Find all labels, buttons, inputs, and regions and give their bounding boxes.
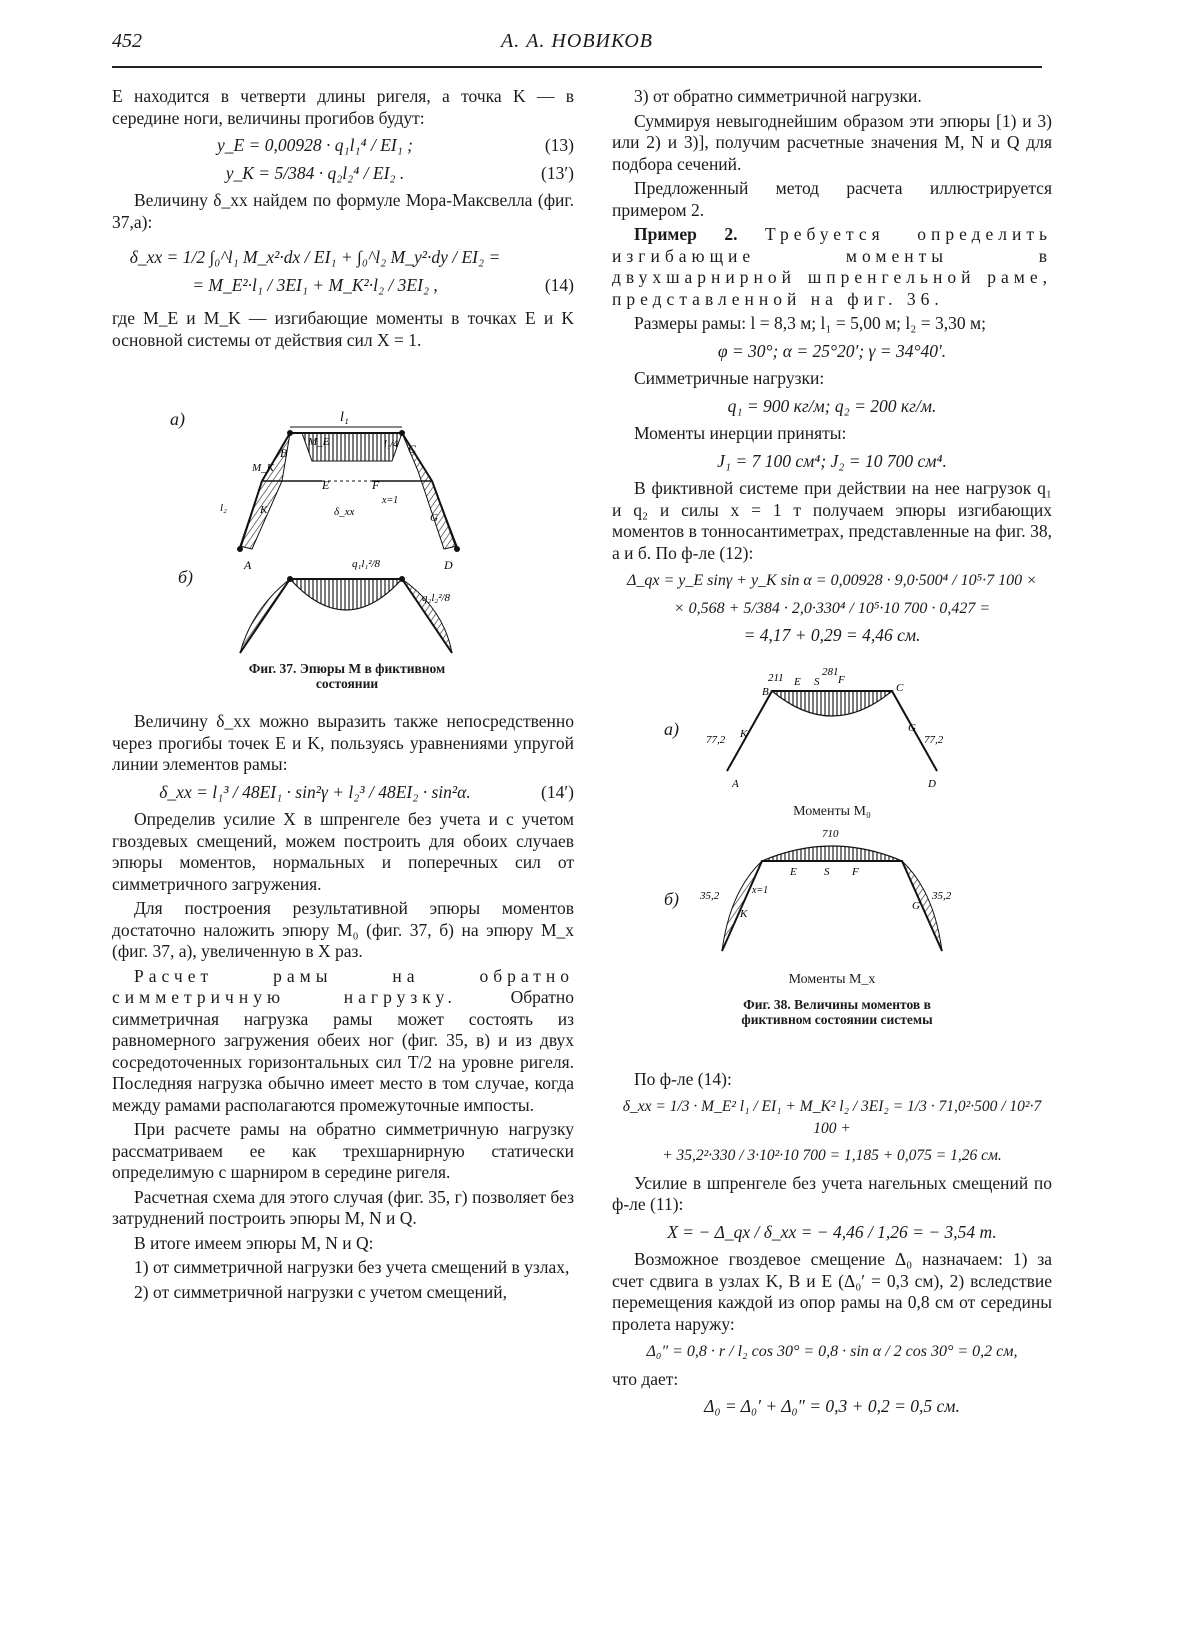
svg-text:x=1: x=1 (382, 495, 399, 506)
page-header (112, 26, 1042, 68)
svg-text:D: D (444, 558, 453, 572)
svg-text:G: G (430, 512, 438, 524)
equation-14-line2: = M_E²·l₁ / 3EI₁ + M_K²·l₂ / 3EI₂ , (14) (192, 274, 574, 295)
svg-text:l₁: l₁ (340, 410, 349, 425)
svg-text:F: F (838, 673, 845, 686)
figure-37 (112, 361, 574, 701)
svg-text:G: G (908, 721, 916, 734)
paragraph: E находится в четверти длины ригеля, а точка K — в середине ноги, величины прогибов будут: (112, 86, 574, 128)
left-column (112, 86, 574, 1306)
paragraph: Расчет рамы на обратно симметричную нагрузку. Обратно симметричная нагрузка рамы может состоять из равномерного загружения обеих ног (фиг. 35, в) и из двух сосредоточенных горизонтальных сил T/2 на уровне ригеля. Последняя нагрузка обычно имеет место в том случае, когда между рамами располагаются промежуточные импосты. (112, 965, 575, 1115)
equation-dqx-1: Δ_qx = y_E sinγ + y_K sin α = 0,00928 · 9,0·500⁴ / 10⁵·7 100 × (627, 572, 1037, 589)
equation-angles: φ = 30°; α = 25°20′; γ = 34°40′. (717, 340, 947, 361)
paragraph: Размеры рамы: l = 8,3 м; l₁ = 5,00 м; l₂ = 3,30 м; (634, 313, 986, 333)
svg-text:C: C (408, 442, 417, 456)
svg-text:l₁/4: l₁/4 (384, 439, 399, 450)
paragraph: Для построения результативной эпюры моментов достаточно наложить эпюру M₀ (фиг. 37, б) на эпюру M_x (фиг. 37, а), увеличенную в X раз. (112, 898, 574, 961)
equation-dxx-1: δ_xx = 1/3 · M_E² l₁ / EI₁ + M_K² l₂ / 3EI₂ = 1/3 · 71,0²·500 / 10²·7 100 + (622, 1098, 1042, 1137)
equation-14-prime: δ_xx = l₁³ / 48EI₁ · sin²γ + l₂³ / 48EI₂ · sin²α. (14′) (159, 781, 574, 802)
fig-37-a (220, 410, 460, 572)
svg-text:F: F (852, 865, 859, 878)
svg-text:A: A (244, 558, 252, 572)
paragraph: Пример 2. Требуется определить изгибающие моменты в двухшарнирной шпренгельной раме, представленной на фиг. 36. (612, 224, 1053, 309)
equation-X: X = − Δ_qx / δ_xx = − 4,46 / 1,26 = − 3,54 т. (667, 1221, 997, 1242)
equation-13-prime: y_K = 5/384 · q₂l₂⁴ / EI₂ . (13′) (225, 162, 574, 183)
svg-text:77,2: 77,2 (706, 733, 726, 746)
svg-text:211: 211 (768, 671, 784, 684)
svg-text:M_E: M_E (308, 436, 330, 448)
svg-text:M_K: M_K (252, 462, 274, 474)
equation-dqx-3: = 4,17 + 0,29 = 4,46 см. (743, 625, 921, 645)
list-item: 3) от обратно симметричной нагрузки. (634, 86, 922, 106)
svg-text:F: F (372, 478, 380, 492)
paragraph: Предложенный метод расчета иллюстрируется примером 2. (612, 178, 1052, 220)
svg-text:35,2: 35,2 (932, 889, 952, 902)
svg-text:K: K (740, 907, 748, 920)
equation-13: y_E = 0,00928 · q₁l₁⁴ / EI₁ ; (13) (216, 135, 574, 155)
equation-loads: q₁ = 900 кг/м; q₂ = 200 кг/м. (727, 395, 937, 416)
svg-text:E: E (794, 675, 801, 688)
fig-37-b-label: б) (178, 567, 194, 587)
svg-text:77,2: 77,2 (924, 733, 944, 746)
paragraph: По ф-ле (14): (634, 1068, 732, 1089)
paragraph: Величину δ_xx найдем по формуле Мора-Максвелла (фиг. 37,а): (112, 190, 574, 232)
fig-38-a (706, 666, 944, 790)
list-item: 1) от симметричной нагрузки без учета смещений в узлах, (134, 1257, 570, 1277)
svg-text:D: D (928, 777, 936, 790)
paragraph: Суммируя невыгоднейшим образом эти эпюры [1) и 3) или 2) и 3)], получим расчетные значения M, N и Q для подбора сечений. (612, 110, 1052, 174)
fig-37-b (240, 558, 452, 653)
fig-38-b-sublabel: Моменты M_x (788, 971, 876, 987)
svg-text:δ_xx: δ_xx (334, 506, 355, 518)
svg-text:B: B (280, 446, 288, 460)
equation-dqx-2: × 0,568 + 5/384 · 2,0·330⁴ / 10⁵·10 700 · 0,427 = (673, 599, 991, 617)
fig-38-a-label: а) (664, 718, 679, 739)
paragraph: что дает: (612, 1368, 679, 1389)
paragraph: Расчетная схема для этого случая (фиг. 35, г) позволяет без затруднений построить эпюры M, N и Q. (112, 1186, 574, 1228)
svg-text:281: 281 (822, 665, 839, 678)
svg-text:G: G (912, 899, 920, 912)
svg-text:S: S (824, 865, 830, 878)
paragraph: Возможное гвоздевое смещение Δ₀ назначаем: 1) за счет сдвига в узлах K, B и E (Δ₀′ = 0,3 см), 2) вследствие перемещения каждой из опор рамы на 0,8 см от середины пролета наружу: (612, 1249, 1052, 1334)
equation-14-line1: δ_xx = 1/2 ∫₀^l₁ M_x²·dx / EI₁ + ∫₀^l₂ M_y²·dy / EI₂ = (129, 247, 501, 267)
paragraph: В фиктивной системе при действии на нее нагрузок q₁ и q₂ и силы x = 1 т получаем эпюры изгибающих моментов в тонносантиметрах, представленные на фиг. 38, а и б. По ф-ле (12): (612, 478, 1052, 563)
fig-38-caption: Фиг. 38. Величины моментов в фиктивном состоянии системы (741, 996, 933, 1027)
svg-text:B: B (762, 685, 769, 698)
paragraph: В итоге имеем эпюры M, N и Q: (134, 1232, 374, 1253)
fig-37-diagram (112, 361, 574, 661)
equation-d0: Δ₀ = Δ₀′ + Δ₀″ = 0,3 + 0,2 = 0,5 см. (704, 1396, 960, 1416)
list-item: 2) от симметричной нагрузки с учетом смещений, (134, 1281, 507, 1302)
paragraph: Моменты инерции приняты: (634, 423, 847, 443)
paragraph: где M_E и M_K — изгибающие моменты в точках E и K основной системы от действия сил X = 1. (112, 308, 574, 350)
fig-38-b-label: б) (664, 888, 680, 909)
fig-37-caption: Фиг. 37. Эпюры M в фиктивном состоянии (248, 661, 446, 691)
svg-text:E: E (322, 478, 330, 492)
svg-text:l₂: l₂ (220, 502, 227, 514)
paragraph: Величину δ_xx можно выразить также непосредственно через прогибы точек E и K, пользуясь уравнениями упругой линии элементов рамы: (112, 711, 574, 774)
right-column (612, 86, 1052, 1424)
svg-text:q₁l₁²/8: q₁l₁²/8 (352, 558, 381, 570)
paragraph: Симметричные нагрузки: (634, 368, 825, 388)
svg-text:35,2: 35,2 (700, 889, 720, 902)
svg-text:q₂l₂²/8: q₂l₂²/8 (422, 592, 451, 604)
equation-d0-double-prime: Δ₀″ = 0,8 · r / l₂ cos 30° = 0,8 · sin α / 2 cos 30° = 0,2 см, (646, 1343, 1018, 1360)
svg-text:A: A (732, 777, 739, 790)
fig-37-a-label: а) (170, 409, 185, 429)
page-number: 452 (112, 30, 142, 52)
paragraph: Определив усилие X в шпренгеле без учета и с учетом гвоздевых смещений, можем построить для обоих случаев эпюры моментов, нормальных и поперечных сил от симметричного загружения. (112, 809, 574, 894)
svg-text:710: 710 (822, 827, 839, 840)
svg-text:x=1: x=1 (752, 884, 769, 896)
fig-38-a-sublabel: Моменты M₀ (793, 803, 871, 819)
paragraph: При расчете рамы на обратно симметричную нагрузку рассматриваем ее как трехшарнирную статически определимую с шарниром в середине ригеля. (112, 1119, 574, 1182)
equation-dxx-2: + 35,2²·330 / 3·10²·10 700 = 1,185 + 0,075 = 1,26 см. (662, 1147, 1002, 1164)
running-title: А. А. НОВИКОВ (501, 30, 653, 52)
equation-inertia: J₁ = 7 100 см⁴; J₂ = 10 700 см⁴. (717, 450, 947, 471)
svg-text:C: C (896, 681, 904, 694)
figure-38 (612, 661, 1052, 1061)
svg-text:S: S (814, 675, 820, 688)
svg-text:E: E (790, 865, 797, 878)
svg-text:K: K (740, 727, 748, 740)
fig-38-b (699, 828, 952, 951)
paragraph: Усилие в шпренгеле без учета нагельных смещений по ф-ле (11): (612, 1172, 1052, 1214)
svg-text:K: K (260, 504, 268, 516)
